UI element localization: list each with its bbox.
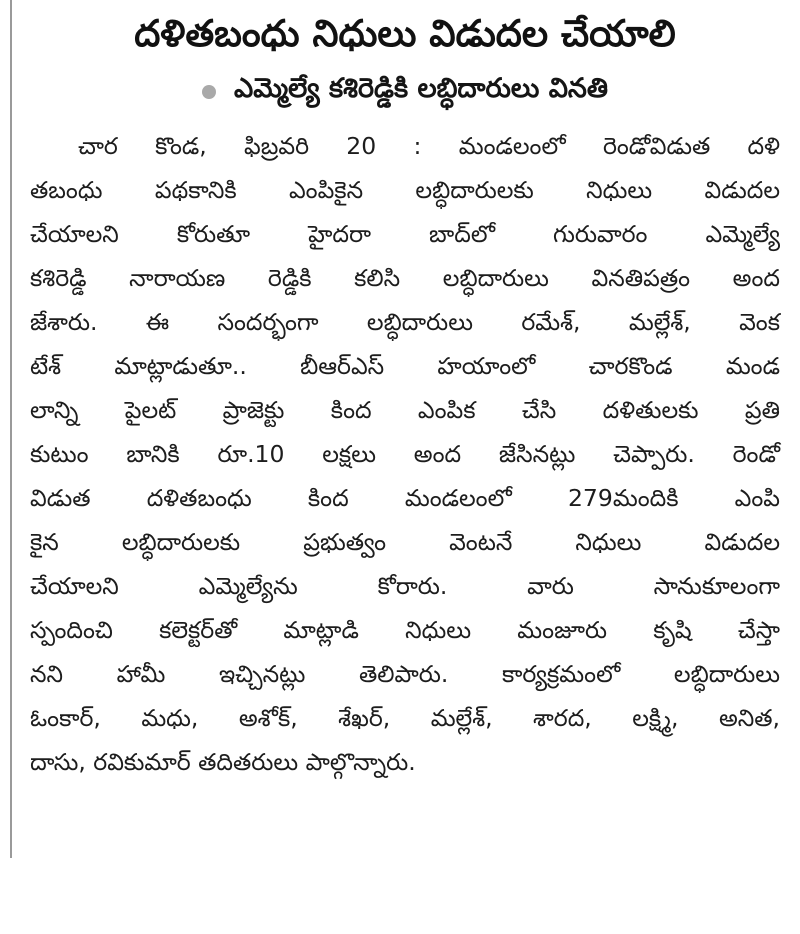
- news-clipping: [30, 0, 780, 784]
- body-line: ఓంకార్, మధు, అశోక్, శేఖర్, మల్లేశ్, శారద, లక్ష్మి, అనిత,: [30, 704, 780, 732]
- bullet-icon: [202, 85, 216, 99]
- body-line: కైన లబ్ధిదారులకు ప్రభుత్వం వెంటనే నిధులు విడుదల: [30, 528, 780, 556]
- headline: దళితబంధు నిధులు విడుదల చేయాలి: [134, 12, 676, 55]
- body-line: నని హామీ ఇచ్చినట్లు తెలిపారు. కార్యక్రమంలో లబ్ధిదారులు: [30, 660, 780, 688]
- body-line: టేశ్ మాట్లాడుతూ.. బీఆర్ఎస్ హయాంలో చారకొండ మండ: [30, 352, 780, 380]
- column-rule: [10, 0, 12, 858]
- body-line: విడుత దళితబంధు కింద మండలంలో 279మందికి ఎంపి: [30, 484, 780, 512]
- subheadline-row: [30, 66, 780, 118]
- body-line: తబంధు పథకానికి ఎంపికైన లబ్ధిదారులకు నిధులు విడుదల: [30, 176, 780, 204]
- body-line: స్పందించి కలెక్టర్‌తో మాట్లాడి నిధులు మంజూరు కృషి చేస్తా: [30, 616, 780, 644]
- body-line: జేశారు. ఈ సందర్భంగా లబ్ధిదారులు రమేశ్, మల్లేశ్, వెంక: [30, 308, 780, 336]
- body-line: లాన్ని పైలట్ ప్రాజెక్టు కింద ఎంపిక చేసి దళితులకు ప్రతి: [30, 396, 780, 424]
- body-line: చేయాలని కోరుతూ హైదరా బాద్‌లో గురువారం ఎమ్మెల్యే: [30, 220, 780, 248]
- article-body: [30, 124, 780, 784]
- body-line: దాసు, రవికుమార్ తదితరులు పాల్గొన్నారు.: [30, 748, 416, 776]
- body-line: కశిరెడ్డి నారాయణ రెడ్డికి కలిసి లబ్ధిదారులు వినతిపత్రం అంద: [30, 264, 780, 292]
- body-line: చేయాలని ఎమ్మెల్యేను కోరారు. వారు సానుకూలంగా: [30, 572, 780, 600]
- subheadline: ఎమ్మెల్యే కశిరెడ్డికి లబ్ధిదారులు వినతి: [234, 73, 608, 104]
- body-line: కుటుం బానికి రూ.10 లక్షలు అంద జేసినట్లు చెప్పారు. రెండో: [30, 440, 780, 468]
- body-line: చార కొండ, ఫిబ్రవరి 20 : మండలంలో రెండోవిడుత దళి: [78, 132, 780, 160]
